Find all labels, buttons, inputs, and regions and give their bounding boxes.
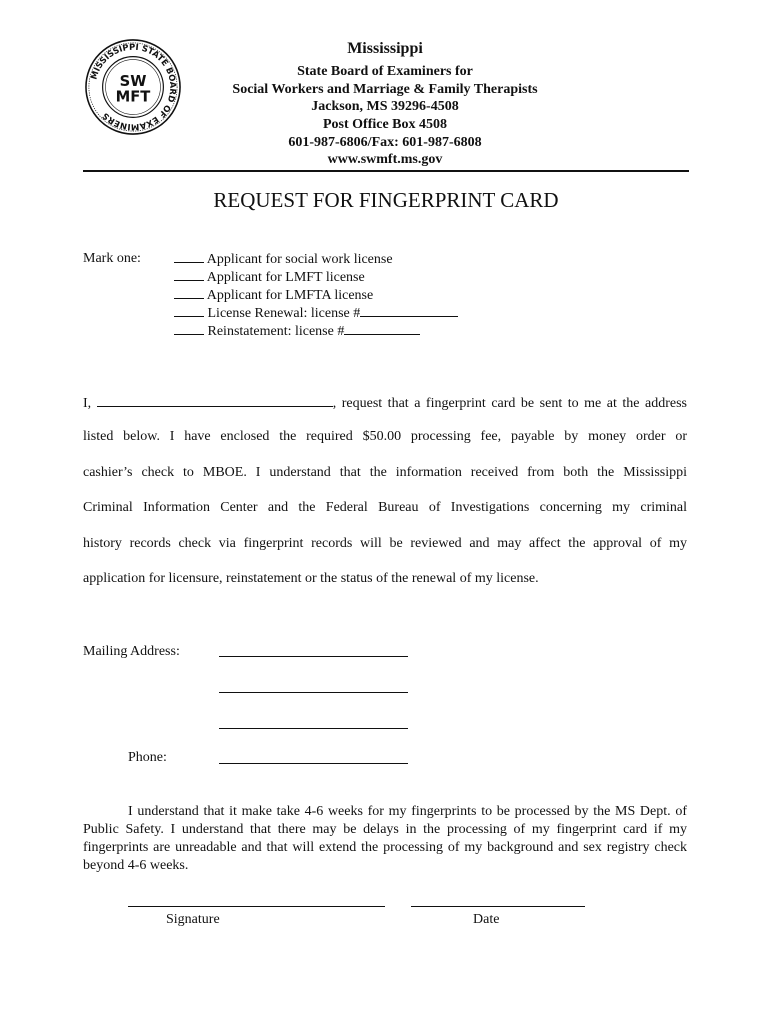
option-lmft[interactable] xyxy=(174,268,365,287)
statement-line: listed below. I have enclosed the required $50.00 processing fee, payable by money order or xyxy=(83,429,687,444)
phone-field[interactable] xyxy=(219,763,408,764)
option-label: License Renewal: license # xyxy=(207,306,361,321)
option-renewal[interactable] xyxy=(174,304,458,323)
header-board-line1: State Board of Examiners for xyxy=(297,64,473,79)
processing-notice: I understand that it make take 4-6 weeks for my fingerprints to be processed by the MS Dept. of Public Safety. I understand that there may be delays in the processing of my fingerprint card if my fingerprints are unreadable and that will extend the processing of my background and sex registry check beyond 4-6 weeks. xyxy=(83,804,687,873)
statement-tail: , request that a fingerprint card be sent to me at the address xyxy=(332,396,688,411)
option-lmfta[interactable] xyxy=(174,286,373,305)
mark-one-label: Mark one: xyxy=(83,251,141,266)
option-label: Applicant for LMFTA license xyxy=(206,288,374,303)
statement-first-line xyxy=(83,394,687,412)
applicant-name-field[interactable] xyxy=(97,394,333,407)
option-label: Reinstatement: license # xyxy=(207,324,345,339)
seal-center-line2: MFT xyxy=(115,88,151,106)
option-label: Applicant for LMFT license xyxy=(206,270,365,285)
header-divider xyxy=(83,170,689,172)
option-checkline[interactable] xyxy=(174,304,204,317)
statement-lead: I, xyxy=(83,396,92,411)
date-label: Date xyxy=(473,912,500,927)
header-state: Mississippi xyxy=(347,40,423,57)
header-board-line2: Social Workers and Marriage & Family Therapists xyxy=(232,82,538,97)
option-reinstatement[interactable] xyxy=(174,322,420,341)
option-checkline[interactable] xyxy=(174,286,204,299)
date-field[interactable] xyxy=(411,906,585,907)
signature-label: Signature xyxy=(166,912,220,927)
option-checkline[interactable] xyxy=(174,322,204,335)
mailing-address-line-3[interactable] xyxy=(219,728,408,729)
statement-line: cashier’s check to MBOE. I understand that the information received from both the Mississippi xyxy=(83,465,687,480)
header-city: Jackson, MS 39296-4508 xyxy=(311,99,459,114)
phone-label: Phone: xyxy=(128,750,167,765)
mailing-address-line-2[interactable] xyxy=(219,692,408,693)
header-po-box: Post Office Box 4508 xyxy=(322,117,448,132)
reinstatement-license-number-field[interactable] xyxy=(344,322,420,335)
seal-ring-text: MISSISSIPPI STATE BOARD OF EXAMINERS xyxy=(88,41,179,133)
form-title: REQUEST FOR FINGERPRINT CARD xyxy=(213,188,559,212)
mailing-address-label: Mailing Address: xyxy=(83,644,180,659)
statement-line: history records check via fingerprint records will be reviewed and may affect the approval of my xyxy=(83,536,687,551)
seal-center-line1: SW xyxy=(119,73,147,91)
statement-line: application for licensure, reinstatement or the status of the renewal of my license. xyxy=(83,571,539,586)
option-label: Applicant for social work license xyxy=(206,252,393,267)
option-checkline[interactable] xyxy=(174,268,204,281)
mailing-address-line-1[interactable] xyxy=(219,656,408,657)
statement-line: Criminal Information Center and the Federal Bureau of Investigations concerning my criminal xyxy=(83,500,687,515)
renewal-license-number-field[interactable] xyxy=(360,304,458,317)
option-checkline[interactable] xyxy=(174,250,204,263)
signature-field[interactable] xyxy=(128,906,385,907)
header-website: www.swmft.ms.gov xyxy=(327,152,443,167)
option-social-work[interactable] xyxy=(174,250,393,269)
header-phone-fax: 601-987-6806/Fax: 601-987-6808 xyxy=(288,135,482,150)
